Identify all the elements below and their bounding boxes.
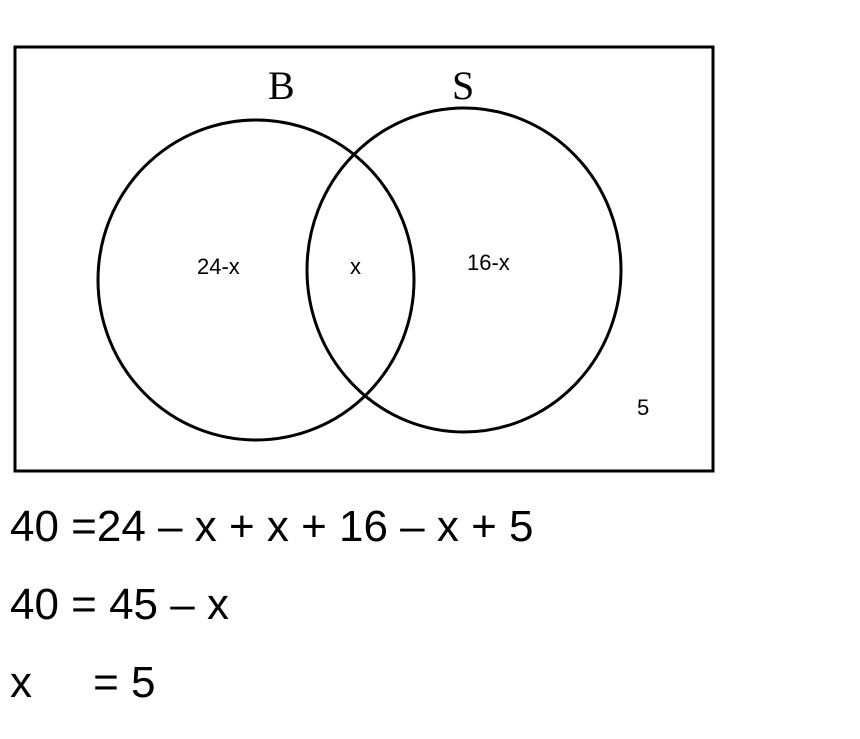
equation-line-3: x = 5: [10, 658, 156, 707]
region-s-only-label: 16-x: [467, 250, 510, 275]
set-s-label: S: [452, 63, 475, 108]
set-b-label: B: [268, 63, 295, 108]
set-b-circle: [98, 120, 414, 440]
region-b-only-label: 24-x: [197, 254, 240, 279]
equation-block: [10, 502, 840, 739]
equation-line-1: 40 =24 – x + x + 16 – x + 5: [10, 502, 534, 551]
equation-line-2: 40 = 45 – x: [10, 580, 229, 629]
region-outside-label: 5: [637, 395, 650, 420]
universal-set-rectangle: [15, 47, 713, 471]
region-intersection-label: x: [350, 254, 361, 279]
